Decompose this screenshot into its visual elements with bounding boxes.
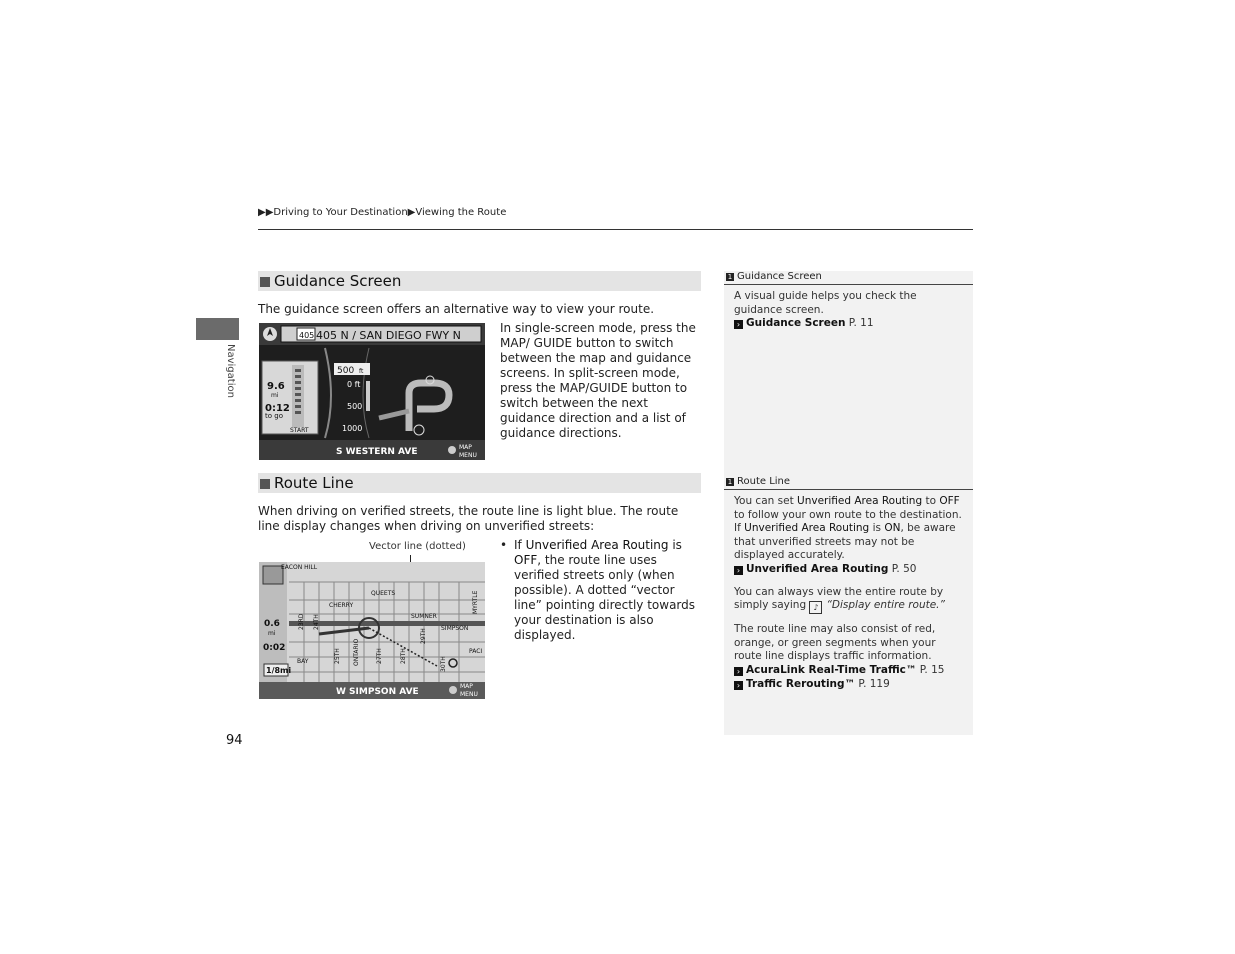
ref-traffic-rerouting: Traffic Rerouting™ <box>746 677 856 690</box>
route-time: 0:02 <box>263 643 286 653</box>
side-note-guidance <box>724 271 973 331</box>
square-bullet-icon <box>260 277 270 287</box>
cross-reference-icon: › <box>734 681 743 690</box>
ref-guidance-screen: Guidance Screen <box>746 317 846 330</box>
map-label-myrtle: MYRTLE <box>472 590 479 614</box>
ref-guidance-screen-page: P. 11 <box>845 317 874 330</box>
guidance-scale-0: 0 ft <box>347 380 361 389</box>
breadcrumb: ▶▶Driving to Your Destination▶Viewing the Route <box>258 207 507 218</box>
guidance-intro: The guidance screen offers an alternative way to view your route. <box>258 302 655 316</box>
map-label-sumner: SUMNER <box>411 613 437 620</box>
guidance-description: In single-screen mode, press the MAP/ GUIDE button to switch between the map and guidance screens. In split-screen mode, press the MAP/GUIDE button to switch between the next guidance direction and a list of guidance directions. <box>500 321 696 440</box>
route-shield: 405 <box>299 331 315 340</box>
route-title: Route Line <box>274 474 354 492</box>
map-label-24th: 24TH <box>313 614 320 630</box>
side-note-guidance-text: A visual guide helps you check the guidance screen. <box>734 290 917 316</box>
side-note-route-p3: The route line may also consist of red, orange, or green segments when your route line displays traffic information. <box>734 623 936 663</box>
guidance-road-name: 405 N / SAN DIEGO FWY N <box>316 329 461 342</box>
voice-command-quote: “Display entire route.” <box>826 599 945 612</box>
map-label-beacon-hill: EACON HILL <box>281 564 318 571</box>
map-label-ontario: ONTARIO <box>353 638 360 666</box>
talk-button-icon: ♪ <box>809 601 822 614</box>
guidance-scale-2: 1000 <box>342 424 363 433</box>
cross-reference-icon: › <box>734 566 743 575</box>
map-label-29th: 29TH <box>420 628 427 644</box>
map-label-30th: 30TH <box>440 656 447 672</box>
side-note-route <box>724 476 973 691</box>
route-scale: 1/8mi <box>266 666 292 675</box>
route-street: W SIMPSON AVE <box>336 687 419 697</box>
map-label-queets: QUEETS <box>371 590 396 597</box>
bullet-keyword-off: OFF <box>514 553 538 567</box>
section-tab-marker <box>196 318 239 340</box>
bullet-text-post: , the route line uses verified streets only (when possible). A dotted “vector line” pointing directly towards your destination is also displayed. <box>514 553 696 642</box>
guidance-map-label: MAP <box>459 444 472 451</box>
route-distance: 0.6 <box>264 619 280 629</box>
ref-traffic-rerouting-page: P. 119 <box>855 677 890 690</box>
note-icon: 1 <box>727 478 733 486</box>
route-distance-unit: mi <box>268 630 276 637</box>
guidance-time-label: to go <box>265 412 283 420</box>
square-bullet-icon <box>260 479 270 489</box>
route-intro: When driving on verified streets, the route line is light blue. The route line display changes when driving on unverified streets: <box>258 504 679 533</box>
route-menu-label: MENU <box>460 691 478 698</box>
side-note-guidance-ref[interactable] <box>734 317 965 331</box>
guidance-screen-drawing <box>259 323 485 460</box>
side-note-route-title: Route Line <box>737 476 791 487</box>
route-map-image <box>259 562 485 699</box>
map-label-simpson: SIMPSON <box>441 625 469 632</box>
map-label-25th: 25TH <box>334 648 341 664</box>
map-label-28th: 28TH <box>400 648 407 664</box>
cross-reference-icon: › <box>734 320 743 329</box>
guidance-distance-unit: mi <box>271 392 279 399</box>
map-label-23rd: 23RD <box>298 613 305 630</box>
side-note-route-p1: You can set Unverified Area Routing to OFF to follow your own route to the destination. If Unverified Area Routing is ON, be aware that unverified streets may not be displayed accurately. <box>734 495 962 562</box>
side-note-guidance-title: Guidance Screen <box>737 271 822 282</box>
guidance-dist-box: 500 <box>337 366 355 376</box>
guidance-section-heading <box>258 271 701 291</box>
route-map-label: MAP <box>460 683 473 690</box>
side-note-route-p2: You can always view the entire route by simply saying ♪ “Display entire route.” <box>734 585 945 613</box>
side-note-route-ref3[interactable] <box>734 678 965 692</box>
map-label-bay: BAY <box>297 658 309 665</box>
guidance-scale-1: 500 <box>347 402 363 411</box>
route-bullet <box>514 538 704 643</box>
side-note-guidance-head <box>724 271 973 285</box>
ref-unverified-routing: Unverified Area Routing <box>746 562 889 575</box>
ref-acuralink-traffic-page: P. 15 <box>916 663 945 676</box>
side-note-route-ref2[interactable] <box>734 664 965 678</box>
note-icon: 1 <box>727 273 733 281</box>
guidance-distance: 9.6 <box>267 381 285 392</box>
ref-unverified-routing-page: P. 50 <box>888 562 917 575</box>
guidance-screen-image <box>259 323 485 460</box>
map-label-27th: 27TH <box>376 648 383 664</box>
guidance-street: S WESTERN AVE <box>336 447 418 457</box>
map-label-paci: PACI <box>469 648 483 655</box>
side-note-route-ref1[interactable] <box>734 563 965 577</box>
header-rule <box>258 229 973 230</box>
map-label-cherry: CHERRY <box>329 602 354 609</box>
ref-acuralink-traffic: AcuraLink Real-Time Traffic™ <box>746 663 917 676</box>
section-tab-label: Navigation <box>225 344 236 398</box>
cross-reference-icon: › <box>734 667 743 676</box>
guidance-title: Guidance Screen <box>274 272 402 290</box>
bullet-text-mid: is <box>668 538 682 552</box>
guidance-menu-label: MENU <box>459 452 477 459</box>
vector-line-callout: Vector line (dotted) <box>369 541 466 552</box>
route-section-heading <box>258 473 701 493</box>
bullet-dot: • <box>500 538 508 552</box>
side-note-route-head <box>724 476 973 490</box>
page-number: 94 <box>226 733 243 748</box>
guidance-time: 0:12 <box>265 403 290 414</box>
bullet-text-pre: If <box>514 538 526 552</box>
route-map-drawing <box>259 562 485 699</box>
guidance-start: START <box>290 427 309 434</box>
bullet-keyword-setting: Unverified Area Routing <box>525 538 669 552</box>
guidance-dist-box-unit: ft <box>359 368 364 375</box>
